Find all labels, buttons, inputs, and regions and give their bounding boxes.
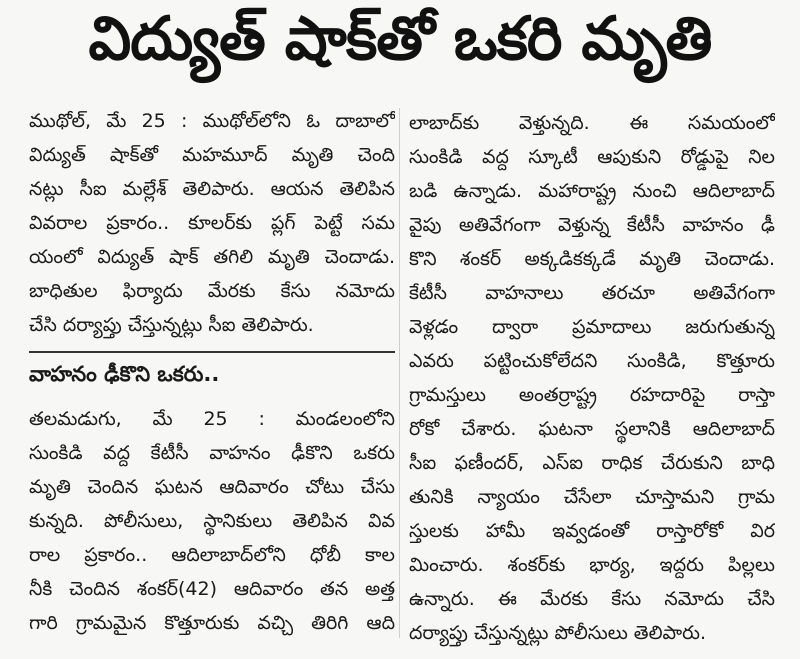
story1-line: వివరాల ప్రకారం.. కూలర్‌కు ప్లగ్ పెట్టే సమ — [29, 212, 395, 234]
story2-line: స్తులకు హామీ ఇవ్వడంతో రాస్తారోకో విర — [409, 520, 775, 542]
story2-subheading: వాహనం ఢీకొని ఒకరు.. — [29, 362, 220, 386]
story2-line: రోకో చేశారు. ఘటనా స్థలానికి ఆదిలాబాద్ — [409, 418, 775, 440]
story2-right-column — [409, 106, 775, 650]
story2-line: సుంకిడి వద్ద స్కూటీ ఆపుకుని రోడ్డుపై నిల — [409, 146, 775, 168]
story2-line: వైపు అతివేగంగా వెళ్తున్న కేటీసీ వాహనం ఢీ — [409, 214, 775, 236]
story2-line: మృతి చెందిన ఘటన ఆదివారం చోటు చేసు — [29, 476, 395, 498]
story2-line: సుంకిడి వద్ద కేటీసీ వాహనం ఢీకొని ఒకరు — [29, 442, 395, 464]
story2-left-column — [29, 402, 395, 640]
story2-line: రాల ప్రకారం.. ఆదిలాబాద్‌లోని ధోబీ కాల — [29, 544, 395, 566]
column-divider — [399, 108, 400, 638]
story2-line: గ్రామస్తులు అంతర్రాష్ట్ర రహదారిపై రాస్తా — [409, 384, 775, 406]
story1-line: బాధితుల ఫిర్యాదు మేరకు కేసు నమోదు — [29, 280, 395, 302]
story2-subheading-block — [29, 351, 395, 401]
subheading-rule — [29, 351, 395, 353]
story2-line: తలమడుగు, మే 25 : మండలంలోని — [29, 408, 395, 430]
story2-line: మించారు. శంకర్‌కు భార్య, ఇద్దరు పిల్లలు — [409, 554, 775, 576]
headline: విద్యుత్ షాక్‌తో ఒకరి మృతి — [88, 4, 712, 74]
story2-line: దర్యాప్తు చేస్తున్నట్లు పోలీసులు తెలిపారు. — [409, 622, 706, 644]
story2-line: నీకి చెందిన శంకర్(42) ఆదివారం తన అత్త — [29, 578, 395, 600]
story1-line: నట్లు సీఐ మల్లేశ్ తెలిపారు. ఆయన తెలిపిన — [29, 178, 395, 200]
story2-line: సీఐ ఫణీందర్, ఎస్ఐ రాధిక చేరుకుని బాధి — [409, 452, 775, 474]
story1-line: ముథోల్, మే 25 : ముథోల్‌లోని ఓ దాబాలో — [29, 110, 395, 132]
story2-line: కున్నది. పోలీసులు, స్థానికులు తెలిపిన వివ — [29, 510, 395, 532]
story2-line: బడి ఉన్నాడు. మహారాష్ట్ర నుంచి ఆదిలాబాద్ — [409, 180, 775, 202]
story2-line: ఎవరు పట్టించుకోలేదని సుంకిడి, కొత్తూరు — [409, 350, 775, 372]
story2-line: లాబాద్‌కు వెళ్తున్నది. ఈ సమయంలో — [409, 112, 775, 134]
story1-line: విద్యుత్ షాక్‌తో మహమూద్ మృతి చెంది — [29, 144, 395, 166]
story1-line: యంలో విద్యుత్ షాక్ తగిలి మృతి చెందాడు. — [29, 246, 395, 268]
story1-column — [29, 104, 395, 342]
story2-line: వెళ్లడం ద్వారా ప్రమాదాలు జరుగుతున్న — [409, 316, 775, 338]
story2-line: ఉన్నారు. ఈ మేరకు కేసు నమోదు చేసి — [409, 588, 775, 610]
story2-line: కేటీసీ వాహనాలు తరచూ అతివేగంగా — [409, 282, 775, 304]
story2-line: కొని శంకర్ అక్కడికక్కడే మృతి చెందాడు. — [409, 248, 775, 270]
story2-line: తునికి న్యాయం చేసేలా చూస్తామని గ్రామ — [409, 486, 775, 508]
story2-line: గారి గ్రామమైన కొత్తూరుకు వచ్చి తిరిగి ఆది — [29, 612, 395, 634]
story1-line: చేసి దర్యాప్తు చేస్తున్నట్లు సీఐ తెలిపారు. — [29, 314, 314, 336]
